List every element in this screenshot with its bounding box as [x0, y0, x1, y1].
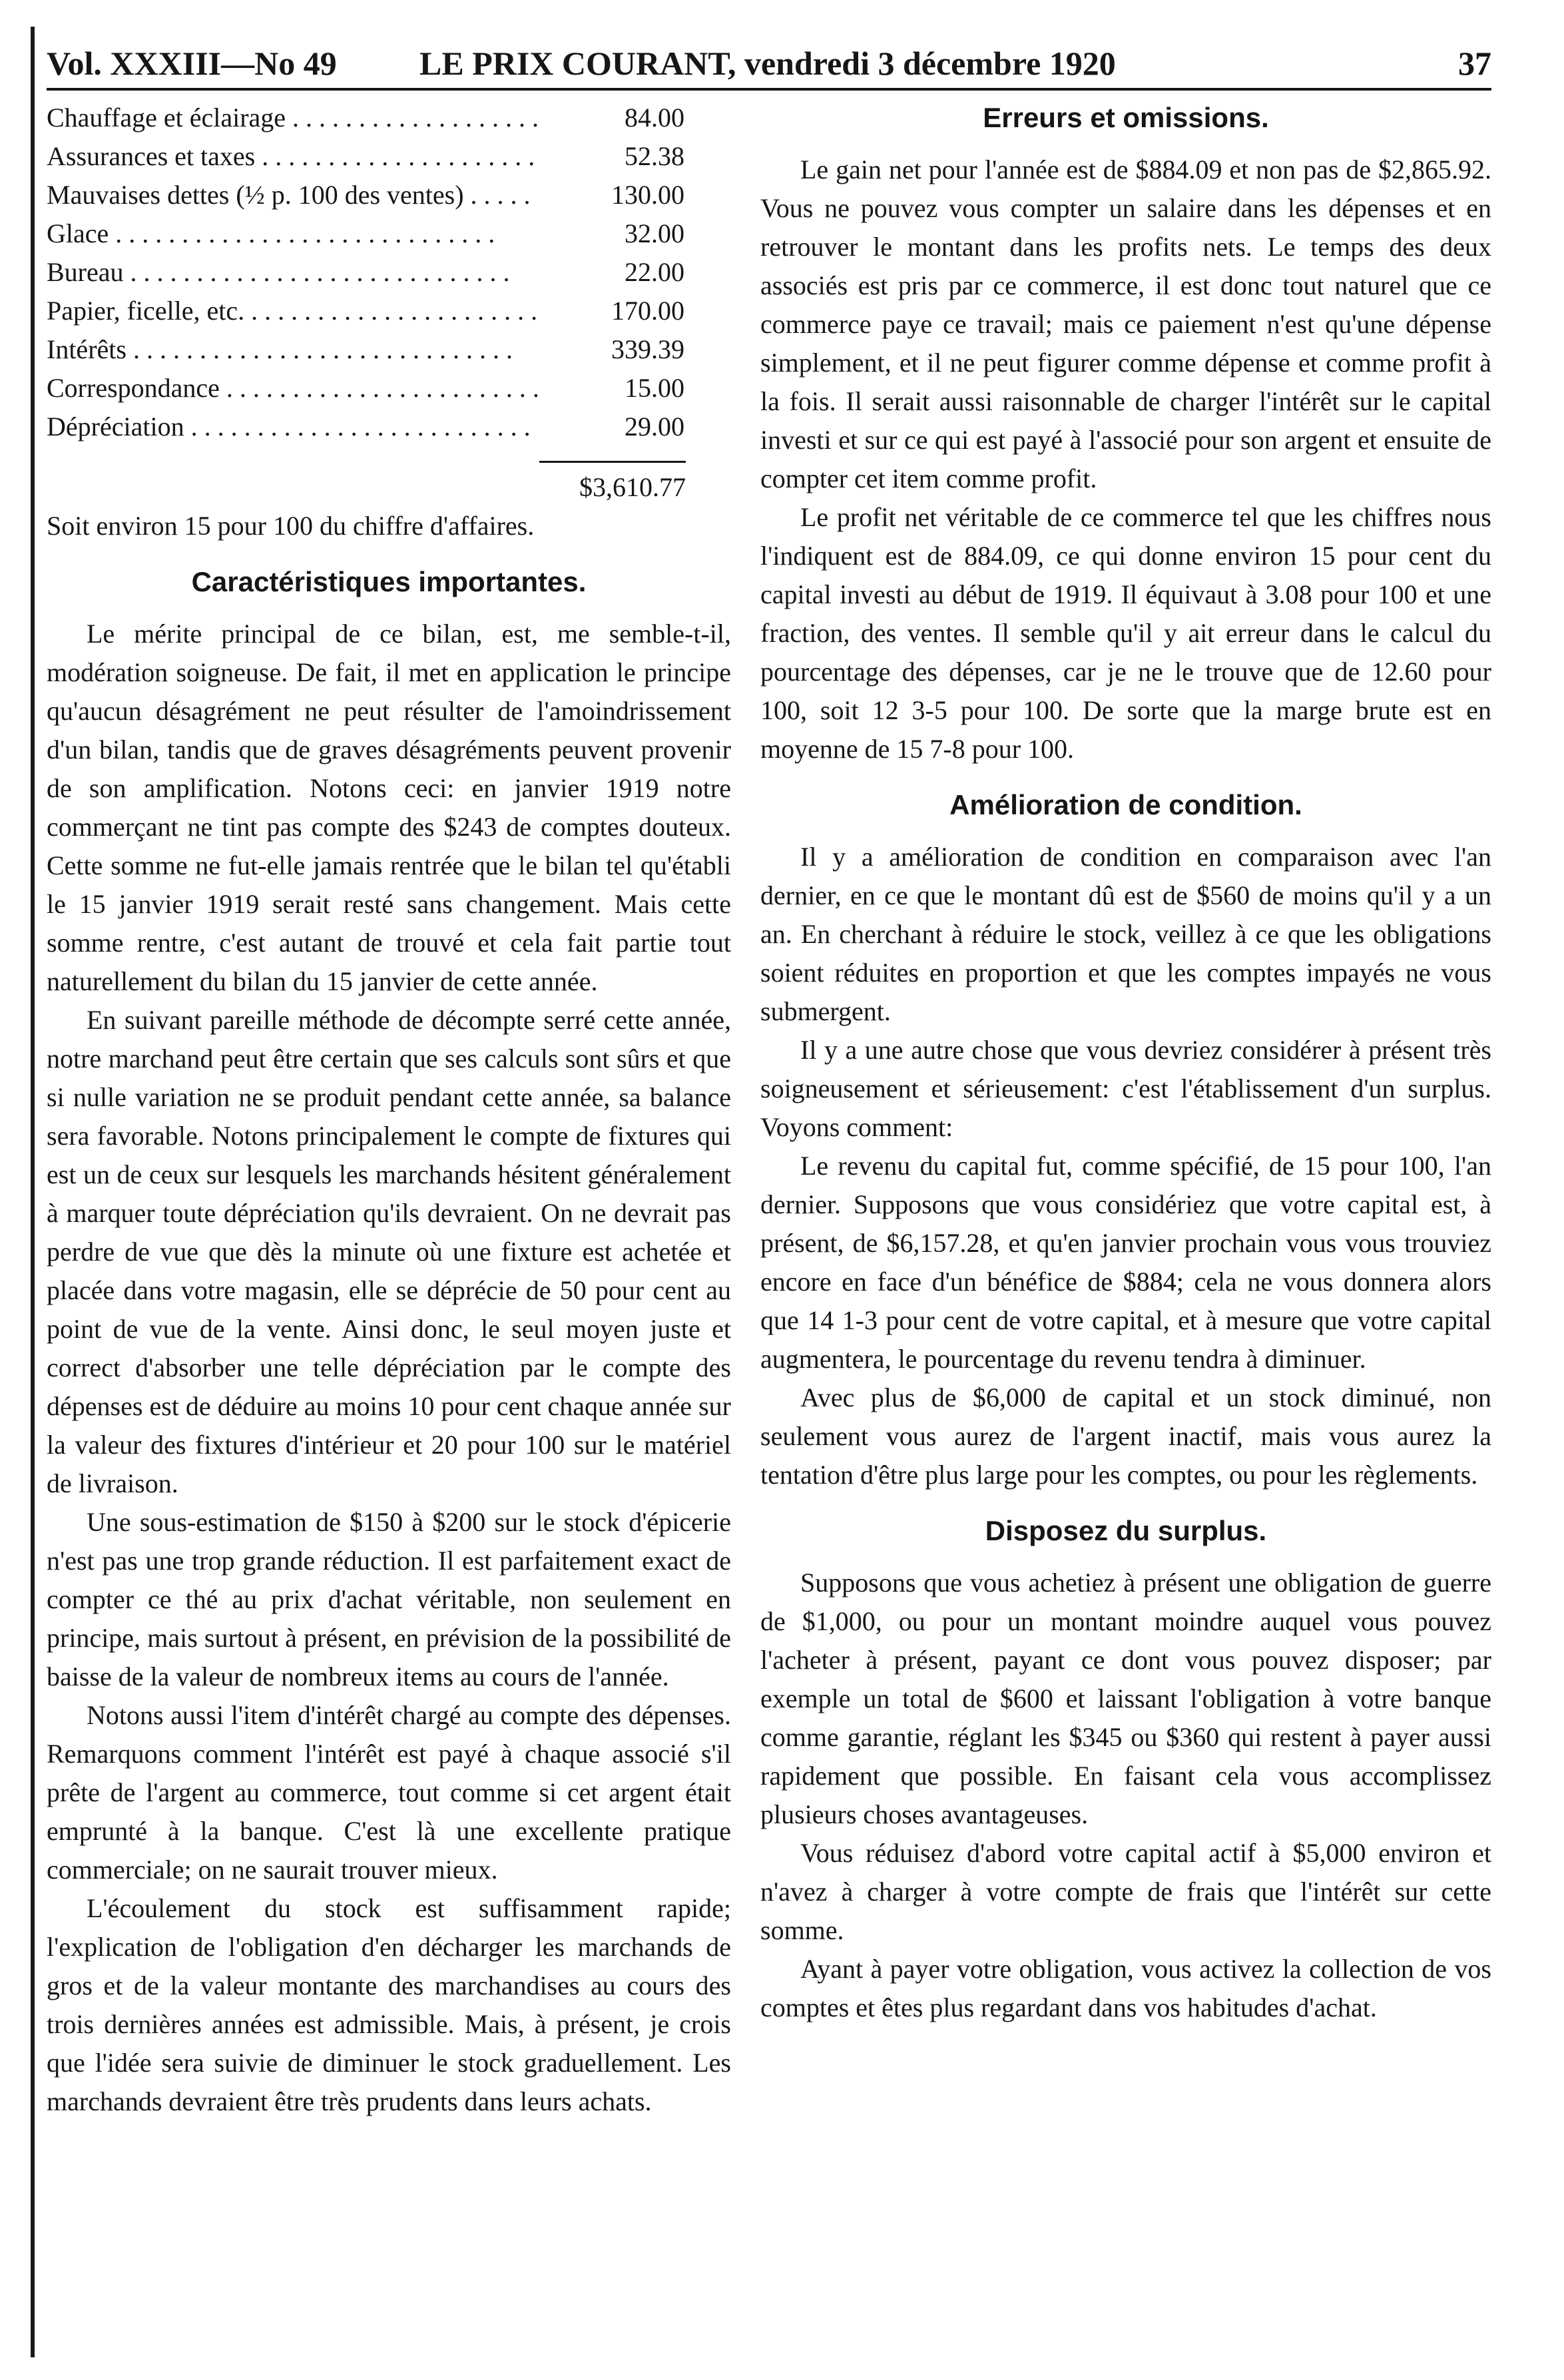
article-paragraph: Une sous-estimation de $150 à $200 sur le stock d'épicerie n'est pas une trop grande réduction. Il est parfaitement exact de compter ce thé au prix d'achat véritable, non seulement en principe, mais surtout à présent, en prévision de la possibilité de baisse de la valeur de nombreux items au cours de l'année. [47, 1507, 731, 1691]
expense-label: Glace . . . [47, 214, 538, 253]
expense-row [47, 330, 731, 369]
expense-label: Assurances et taxes . . . [47, 137, 538, 176]
section-heading: Disposez du surplus. [985, 1515, 1267, 1546]
article-paragraph: Avec plus de $6,000 de capital et un stock diminué, non seulement vous aurez de l'argent inactif, mais vous aurez la tentation d'être plus large pour les comptes, ou pour les règlements. [760, 1382, 1491, 1490]
expense-label: Intérêts . . . [47, 330, 538, 369]
article-paragraph: Vous réduisez d'abord votre capital actif à $5,000 environ et n'avez à charger à votre compte de frais que l'intérêt sur cette somme. [760, 1838, 1491, 1945]
expense-row [47, 369, 731, 408]
expense-label: Chauffage et éclairage . . . [47, 99, 538, 137]
expense-amount: 84.00 [625, 103, 684, 133]
expense-label: Bureau . . . [47, 253, 538, 292]
header-rule [47, 88, 1491, 91]
expense-row [47, 408, 731, 446]
page-number: 37 [1458, 45, 1491, 82]
article-paragraph: Il y a une autre chose que vous devriez considérer à présent très soigneusement et sérieusement: c'est l'établissement d'un surplus. Voyons comment: [760, 1035, 1491, 1142]
article-paragraph: Notons aussi l'item d'intérêt chargé au compte des dépenses. Remarquons comment l'intérêt est payé à chaque associé s'il prête de l'argent au commerce, tout comme si cet argent était emprunté à la banque. C'est là une excellente pratique commerciale; on ne saurait trouver mieux. [47, 1700, 731, 1885]
expense-amount: 52.38 [625, 141, 684, 171]
expense-amount: 130.00 [611, 180, 684, 210]
article-paragraph: Le profit net véritable de ce commerce tel que les chiffres nous l'indiquent est de 884.09, ce qui donne environ 15 pour cent du capital investi au début de 1919. Il équivaut à 3.08 pour 100 et une fraction, des ventes. Il semble qu'il y ait erreur dans le calcul du pourcentage des dépenses, car je ne le trouve que de 12.60 pour 100, soit 12 3-5 pour 100. De sorte que la marge brute est en moyenne de 15 7-8 pour 100. [760, 502, 1491, 764]
article-paragraph: Supposons que vous achetiez à présent une obligation de guerre de $1,000, ou pour un montant moindre auquel vous pouvez l'acheter à présent, payant ce dont vous pouvez disposer; par exemple un total de $600 et laissant l'obligation à votre banque comme garantie, réglant les $345 ou $360 qui restent à payer aussi rapidement que possible. En faisant cela vous accomplissez plusieurs choses avantageuses. [760, 1568, 1491, 1829]
expense-note: Soit environ 15 pour 100 du chiffre d'affaires. [47, 511, 535, 541]
expense-amount: 32.00 [625, 218, 684, 248]
expense-amount: 29.00 [625, 412, 684, 442]
expense-label: Dépréciation . . . [47, 408, 538, 446]
expense-total: $3,610.77 [579, 472, 686, 502]
expense-row [47, 214, 731, 253]
expense-table [47, 99, 731, 507]
expense-row [47, 253, 731, 292]
expense-amount: 170.00 [611, 296, 684, 326]
article-paragraph: Le revenu du capital fut, comme spécifié, de 15 pour 100, l'an dernier. Supposons que vous considériez que votre capital est, à présent, de $6,157.28, et qu'en janvier prochain vous vous trouviez encore en face d'un bénéfice de $884; cela ne vous donnera alors que 14 1-3 pour cent de votre capital, et à mesure que votre capital augmentera, le pourcentage du revenu tendra à diminuer. [760, 1151, 1491, 1374]
expense-row [47, 292, 731, 330]
expense-amount: 339.39 [611, 334, 684, 364]
expense-row [47, 99, 731, 137]
publication-title: LE PRIX COURANT, vendredi 3 décembre 1920 [419, 45, 1116, 82]
article-paragraph: En suivant pareille méthode de décompte serré cette année, notre marchand peut être certain que ses calculs sont sûrs et que si nulle variation ne se produit pendant cette année, sa balance sera favorable. Notons principalement le compte de fixtures qui est un de ceux sur lesquels les marchands hésitent généralement à marquer toute dépréciation qu'ils devraient. On ne devrait pas perdre de vue que dès la minute où une fixture est achetée et placée dans votre magasin, elle se déprécie de 50 pour cent au point de vue de la vente. Ainsi donc, le seul moyen juste et correct d'absorber une telle dépréciation par le compte des dépenses est de déduire au moins 10 pour cent chaque année sur la valeur des fixtures d'intérieur et 20 pour 100 sur le matériel de livraison. [47, 1005, 731, 1498]
left-column [47, 99, 731, 2121]
section-heading: Caractéristiques importantes. [191, 566, 587, 597]
expense-label: Correspondance . . . [47, 369, 538, 408]
article-paragraph: Il y a amélioration de condition en comparaison avec l'an dernier, en ce que le montant dû est de $560 de moins qu'il y a un an. En cherchant à réduire le stock, veillez à ce que les obligations soient réduites en proportion et que les comptes impayés ne vous submergent. [760, 842, 1491, 1026]
article-paragraph: Le mérite principal de ce bilan, est, me semble-t-il, modération soigneuse. De fait, il met en application le principe qu'aucun désagrément ne peut résulter de l'amoindrissement d'un bilan, tandis que de graves désagréments peuvent provenir de son amplification. Notons ceci: en janvier 1919 notre commerçant ne tint pas compte des $243 de comptes douteux. Cette somme ne fut-elle jamais rentrée que le bilan tel qu'établi le 15 janvier 1919 serait resté sans changement. Mais cette somme rentre, c'est autant de trouvé et cela fait partie tout naturellement du bilan du 15 janvier de cette année. [47, 619, 731, 996]
expense-label: Papier, ficelle, etc. . . . [47, 292, 538, 330]
page-binding-edge [31, 27, 35, 2357]
article-paragraph: Le gain net pour l'année est de $884.09 et non pas de $2,865.92. Vous ne pouvez vous compter un salaire dans les dépenses et en retrouver le montant dans les profits nets. Le temps des deux associés est pris par ce commerce, il est donc tout naturel que ce commerce paye ce travail; mais ce paiement n'est qu'une dépense simplement, et il ne peut figurer comme dépense et comme profit à la fois. Il serait aussi raisonnable de charger l'intérêt sur le capital investi et sur ce qui est payé à l'associé pour son argent et ensuite de compter cet item comme profit. [760, 154, 1491, 493]
right-column [760, 99, 1491, 2027]
expense-amount: 15.00 [625, 373, 684, 403]
article-paragraph: L'écoulement du stock est suffisamment rapide; l'explication de l'obligation d'en décharger les marchands de gros et de la valeur montante des marchandises au cours des trois dernières années est admissible. Mais, à présent, je crois que l'idée sera suivie de diminuer le stock graduellement. Les marchands devraient être très prudents dans leurs achats. [47, 1893, 731, 2116]
expense-row [47, 176, 731, 214]
expense-label: Mauvaises dettes (½ p. 100 des ventes) . . . [47, 176, 538, 214]
total-rule [539, 461, 686, 463]
section-heading: Erreurs et omissions. [983, 102, 1269, 133]
expense-row [47, 137, 731, 176]
article-paragraph: Ayant à payer votre obligation, vous activez la collection de vos comptes et êtes plus regardant dans vos habitudes d'achat. [760, 1954, 1491, 2022]
section-heading: Amélioration de condition. [949, 789, 1302, 820]
page-header [47, 44, 1491, 91]
volume-number: Vol. XXXIII—No 49 [47, 45, 337, 82]
expense-amount: 22.00 [625, 257, 684, 287]
